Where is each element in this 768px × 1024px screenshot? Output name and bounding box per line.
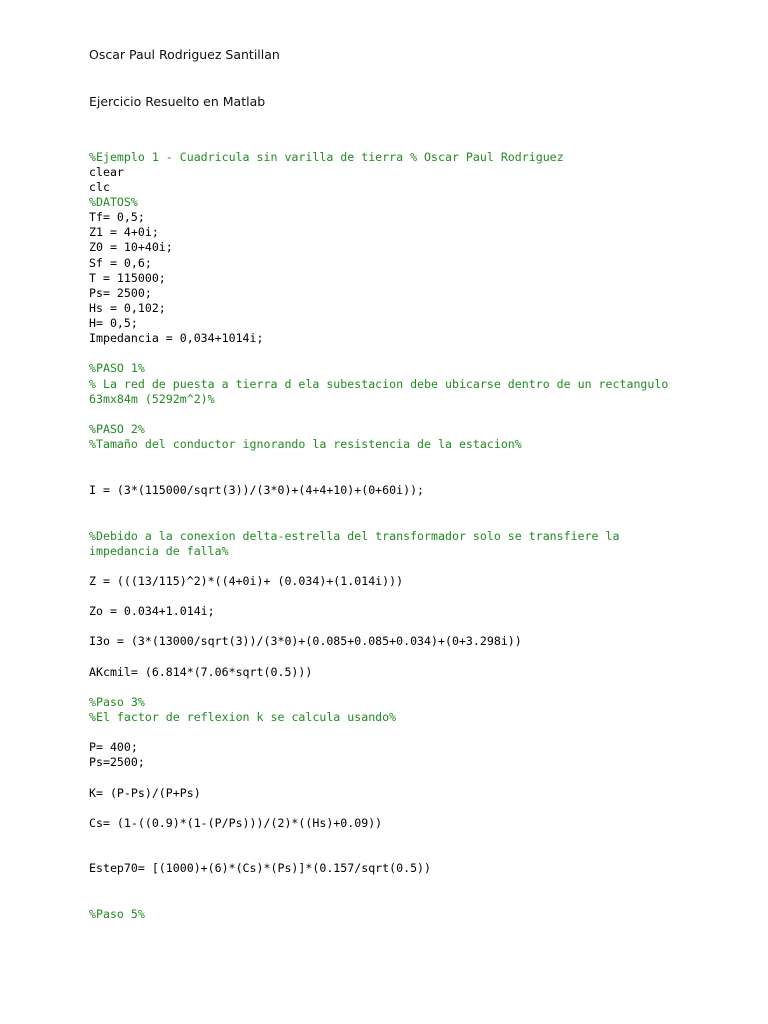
code-line: Ps= 2500; bbox=[89, 286, 152, 300]
code-line: Tf= 0,5; bbox=[89, 210, 145, 224]
code-line: Impedancia = 0,034+1014i; bbox=[89, 331, 264, 345]
code-line: I = (3*(115000/sqrt(3))/(3*0)+(4+4+10)+(0+60i)); bbox=[89, 483, 425, 497]
code-line: Z0 = 10+40i; bbox=[89, 240, 173, 254]
code-comment: %Debido a la conexion delta-estrella del transformador solo se transfiere la bbox=[89, 529, 620, 543]
document-subtitle: Ejercicio Resuelto en Matlab bbox=[89, 94, 266, 109]
author-name: Oscar Paul Rodriguez Santillan bbox=[89, 47, 280, 62]
code-line: AKcmil= (6.814*(7.06*sqrt(0.5))) bbox=[89, 665, 313, 679]
code-line: Cs= (1-((0.9)*(1-(P/Ps)))/(2)*((Hs)+0.09)) bbox=[89, 816, 383, 830]
code-line: clear bbox=[89, 165, 124, 179]
code-comment: %PASO 1% bbox=[89, 361, 145, 375]
code-line: Ps=2500; bbox=[89, 755, 145, 769]
code-comment: %PASO 2% bbox=[89, 422, 145, 436]
code-comment: impedancia de falla% bbox=[89, 544, 229, 558]
code-line: P= 400; bbox=[89, 740, 138, 754]
code-comment: %Paso 5% bbox=[89, 907, 145, 921]
code-line: clc bbox=[89, 180, 110, 194]
code-line: I3o = (3*(13000/sqrt(3))/(3*0)+(0.085+0.085+0.034)+(0+3.298i)) bbox=[89, 634, 522, 648]
code-line: H= 0,5; bbox=[89, 316, 138, 330]
code-line: K= (P-Ps)/(P+Ps) bbox=[89, 786, 201, 800]
code-line: Hs = 0,102; bbox=[89, 301, 166, 315]
code-line: Sf = 0,6; bbox=[89, 256, 152, 270]
code-line: Z1 = 4+0i; bbox=[89, 225, 159, 239]
code-comment: %Tamaño del conductor ignorando la resistencia de la estacion% bbox=[89, 437, 522, 451]
code-comment: %El factor de reflexion k se calcula usando% bbox=[89, 710, 397, 724]
code-comment: %DATOS% bbox=[89, 195, 138, 209]
code-line: Estep70= [(1000)+(6)*(Cs)*(Ps)]*(0.157/sqrt(0.5)) bbox=[89, 861, 432, 875]
code-comment: %Ejemplo 1 - Cuadricula sin varilla de tierra % Oscar Paul Rodriguez bbox=[89, 150, 564, 164]
code-line: Zo = 0.034+1.014i; bbox=[89, 604, 215, 618]
code-comment: % La red de puesta a tierra d ela subestacion debe ubicarse dentro de un rectangulo bbox=[89, 377, 669, 391]
code-comment: 63mx84m (5292m^2)% bbox=[89, 392, 215, 406]
code-line: T = 115000; bbox=[89, 271, 166, 285]
code-line: Z = (((13/115)^2)*((4+0i)+ (0.034)+(1.014i))) bbox=[89, 574, 404, 588]
code-comment: %Paso 3% bbox=[89, 695, 145, 709]
